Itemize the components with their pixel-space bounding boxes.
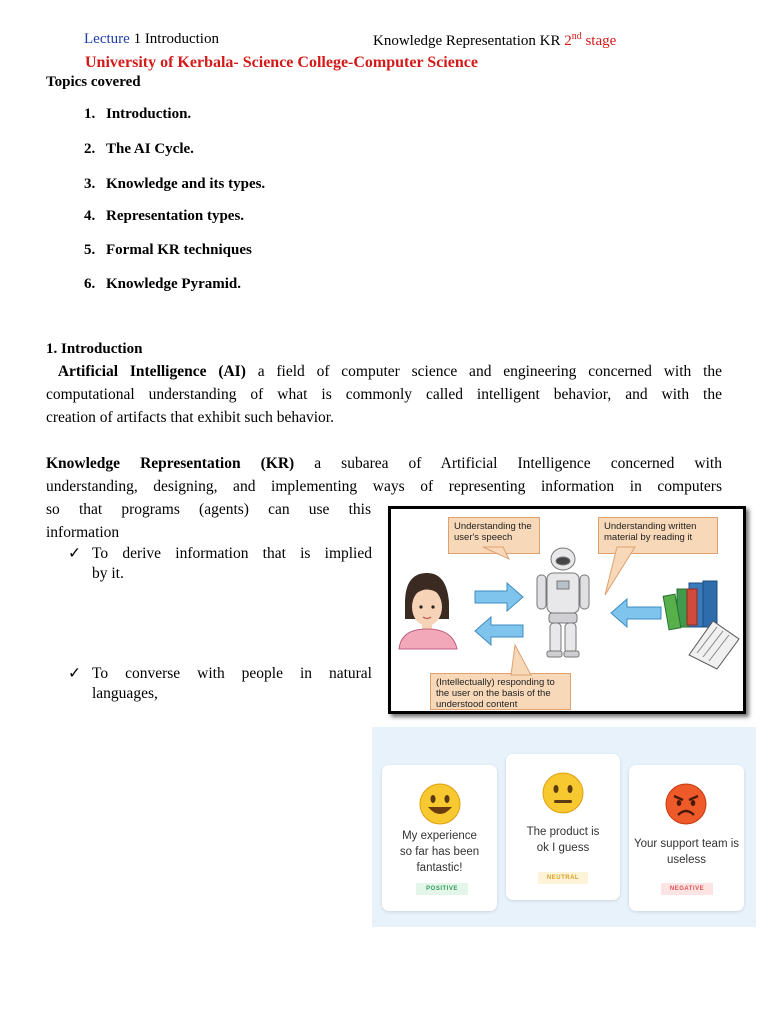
ai-text-1: a field of computer science and engineering concerned with the bbox=[257, 363, 723, 380]
newspaper-icon bbox=[689, 621, 739, 669]
stage-suffix: nd bbox=[571, 31, 582, 42]
bullet-converse bbox=[68, 664, 372, 706]
kr-paragraph bbox=[46, 452, 722, 498]
lecture-word: Lecture bbox=[84, 31, 130, 47]
note-speech: Understanding the user's speech bbox=[448, 517, 540, 554]
ai-term: Artificial Intelligence bbox=[57, 363, 207, 380]
card-message bbox=[382, 828, 497, 876]
checkmark-icon: ✓ bbox=[68, 665, 81, 682]
topic-label: Knowledge Pyramid. bbox=[106, 276, 241, 292]
kr-line-4: information bbox=[46, 524, 120, 541]
robot-figure bbox=[537, 548, 589, 657]
intro-heading: 1. Introduction bbox=[46, 341, 143, 357]
bullet-converse-line-2: languages, bbox=[92, 685, 158, 702]
topic-item bbox=[84, 106, 191, 123]
course-name: Knowledge Representation KR bbox=[373, 33, 561, 49]
sentiment-card-negative bbox=[629, 765, 744, 911]
card-message-line: useless bbox=[667, 854, 706, 866]
card-message-line: The product is bbox=[526, 826, 600, 838]
bullet-converse-line-1: To converse with people in natural bbox=[92, 665, 372, 682]
topic-number: 3. bbox=[84, 176, 96, 192]
bullet-converse-text bbox=[92, 664, 372, 704]
smile-emoji-icon bbox=[419, 783, 461, 825]
kr-abbr: (KR) bbox=[260, 455, 295, 472]
sentiment-badge: POSITIVE bbox=[416, 883, 468, 895]
topic-number: 4. bbox=[84, 208, 96, 224]
lecture-number: 1 Introduction bbox=[133, 31, 219, 47]
checkmark-icon: ✓ bbox=[68, 545, 81, 562]
arrow-left-icon bbox=[475, 617, 523, 645]
kr-line-3: so that programs (agents) can use this bbox=[46, 501, 371, 518]
bullet-derive bbox=[68, 544, 372, 586]
card-message-line: so far has been bbox=[399, 846, 480, 858]
angry-emoji-icon bbox=[665, 783, 707, 825]
kr-diagram bbox=[388, 506, 746, 714]
topic-number: 5. bbox=[84, 242, 96, 258]
topic-label: Knowledge and its types. bbox=[106, 176, 266, 192]
topic-label: Formal KR techniques bbox=[106, 242, 252, 258]
lecture-title bbox=[84, 31, 219, 48]
sentiment-figure bbox=[372, 727, 756, 927]
stage-word: stage bbox=[585, 33, 617, 49]
note-response: (Intellectually) responding to the user on the basis of the understood content bbox=[430, 673, 571, 710]
topic-item bbox=[84, 176, 265, 193]
response-pointer bbox=[511, 645, 531, 675]
stage-label bbox=[564, 33, 616, 49]
bullet-derive-line-1: To derive information that is implied bbox=[92, 545, 372, 562]
kr-text-1: a subarea of Artificial Intelligence concerned with bbox=[314, 455, 722, 472]
ai-abbr: (AI) bbox=[218, 363, 246, 380]
kr-line-2: understanding, designing, and implementing ways of representing information in computers bbox=[46, 478, 722, 495]
university-line: University of Kerbala- Science College-Computer Science bbox=[85, 54, 478, 71]
arrow-right-icon bbox=[475, 583, 523, 611]
neutral-emoji-icon bbox=[542, 772, 584, 814]
woman-figure bbox=[399, 573, 457, 649]
topic-item bbox=[84, 242, 252, 259]
topic-number: 1. bbox=[84, 106, 96, 122]
card-message bbox=[629, 836, 744, 868]
topics-heading: Topics covered bbox=[46, 74, 141, 90]
card-message-line: My experience bbox=[402, 830, 477, 842]
ai-line-1 bbox=[46, 360, 722, 383]
sentiment-badge: NEGATIVE bbox=[661, 883, 713, 895]
course-title bbox=[373, 31, 616, 50]
arrow-left-icon bbox=[611, 599, 661, 627]
card-message-line: fantastic! bbox=[416, 862, 463, 874]
ai-line-2: computational understanding of what is commonly called intelligent behavior, and with the bbox=[46, 386, 722, 403]
topic-number: 6. bbox=[84, 276, 96, 292]
topic-label: Introduction. bbox=[106, 106, 192, 122]
note-reading: Understanding written material by reading it bbox=[598, 517, 718, 554]
kr-term: Knowledge Representation bbox=[46, 455, 241, 472]
topic-label: Representation types. bbox=[106, 208, 245, 224]
sentiment-card-neutral bbox=[506, 754, 620, 900]
card-message bbox=[506, 824, 620, 856]
ai-paragraph bbox=[46, 360, 722, 429]
ai-line-3: creation of artifacts that exhibit such behavior. bbox=[46, 409, 334, 426]
topic-label: The AI Cycle. bbox=[106, 141, 194, 157]
topic-number: 2. bbox=[84, 141, 96, 157]
reading-pointer bbox=[605, 547, 635, 595]
topic-item bbox=[84, 208, 244, 225]
topic-item bbox=[84, 276, 241, 293]
bullet-derive-text bbox=[92, 544, 372, 584]
kr-line-1 bbox=[46, 452, 722, 475]
topic-item bbox=[84, 141, 194, 158]
card-message-line: ok I guess bbox=[536, 842, 590, 854]
books-icon bbox=[663, 581, 717, 630]
sentiment-badge: NEUTRAL bbox=[538, 872, 588, 884]
stage-number: 2 bbox=[564, 33, 572, 49]
sentiment-card-positive bbox=[382, 765, 497, 911]
card-message-line: Your support team is bbox=[633, 838, 740, 850]
bullet-derive-line-2: by it. bbox=[92, 565, 124, 582]
